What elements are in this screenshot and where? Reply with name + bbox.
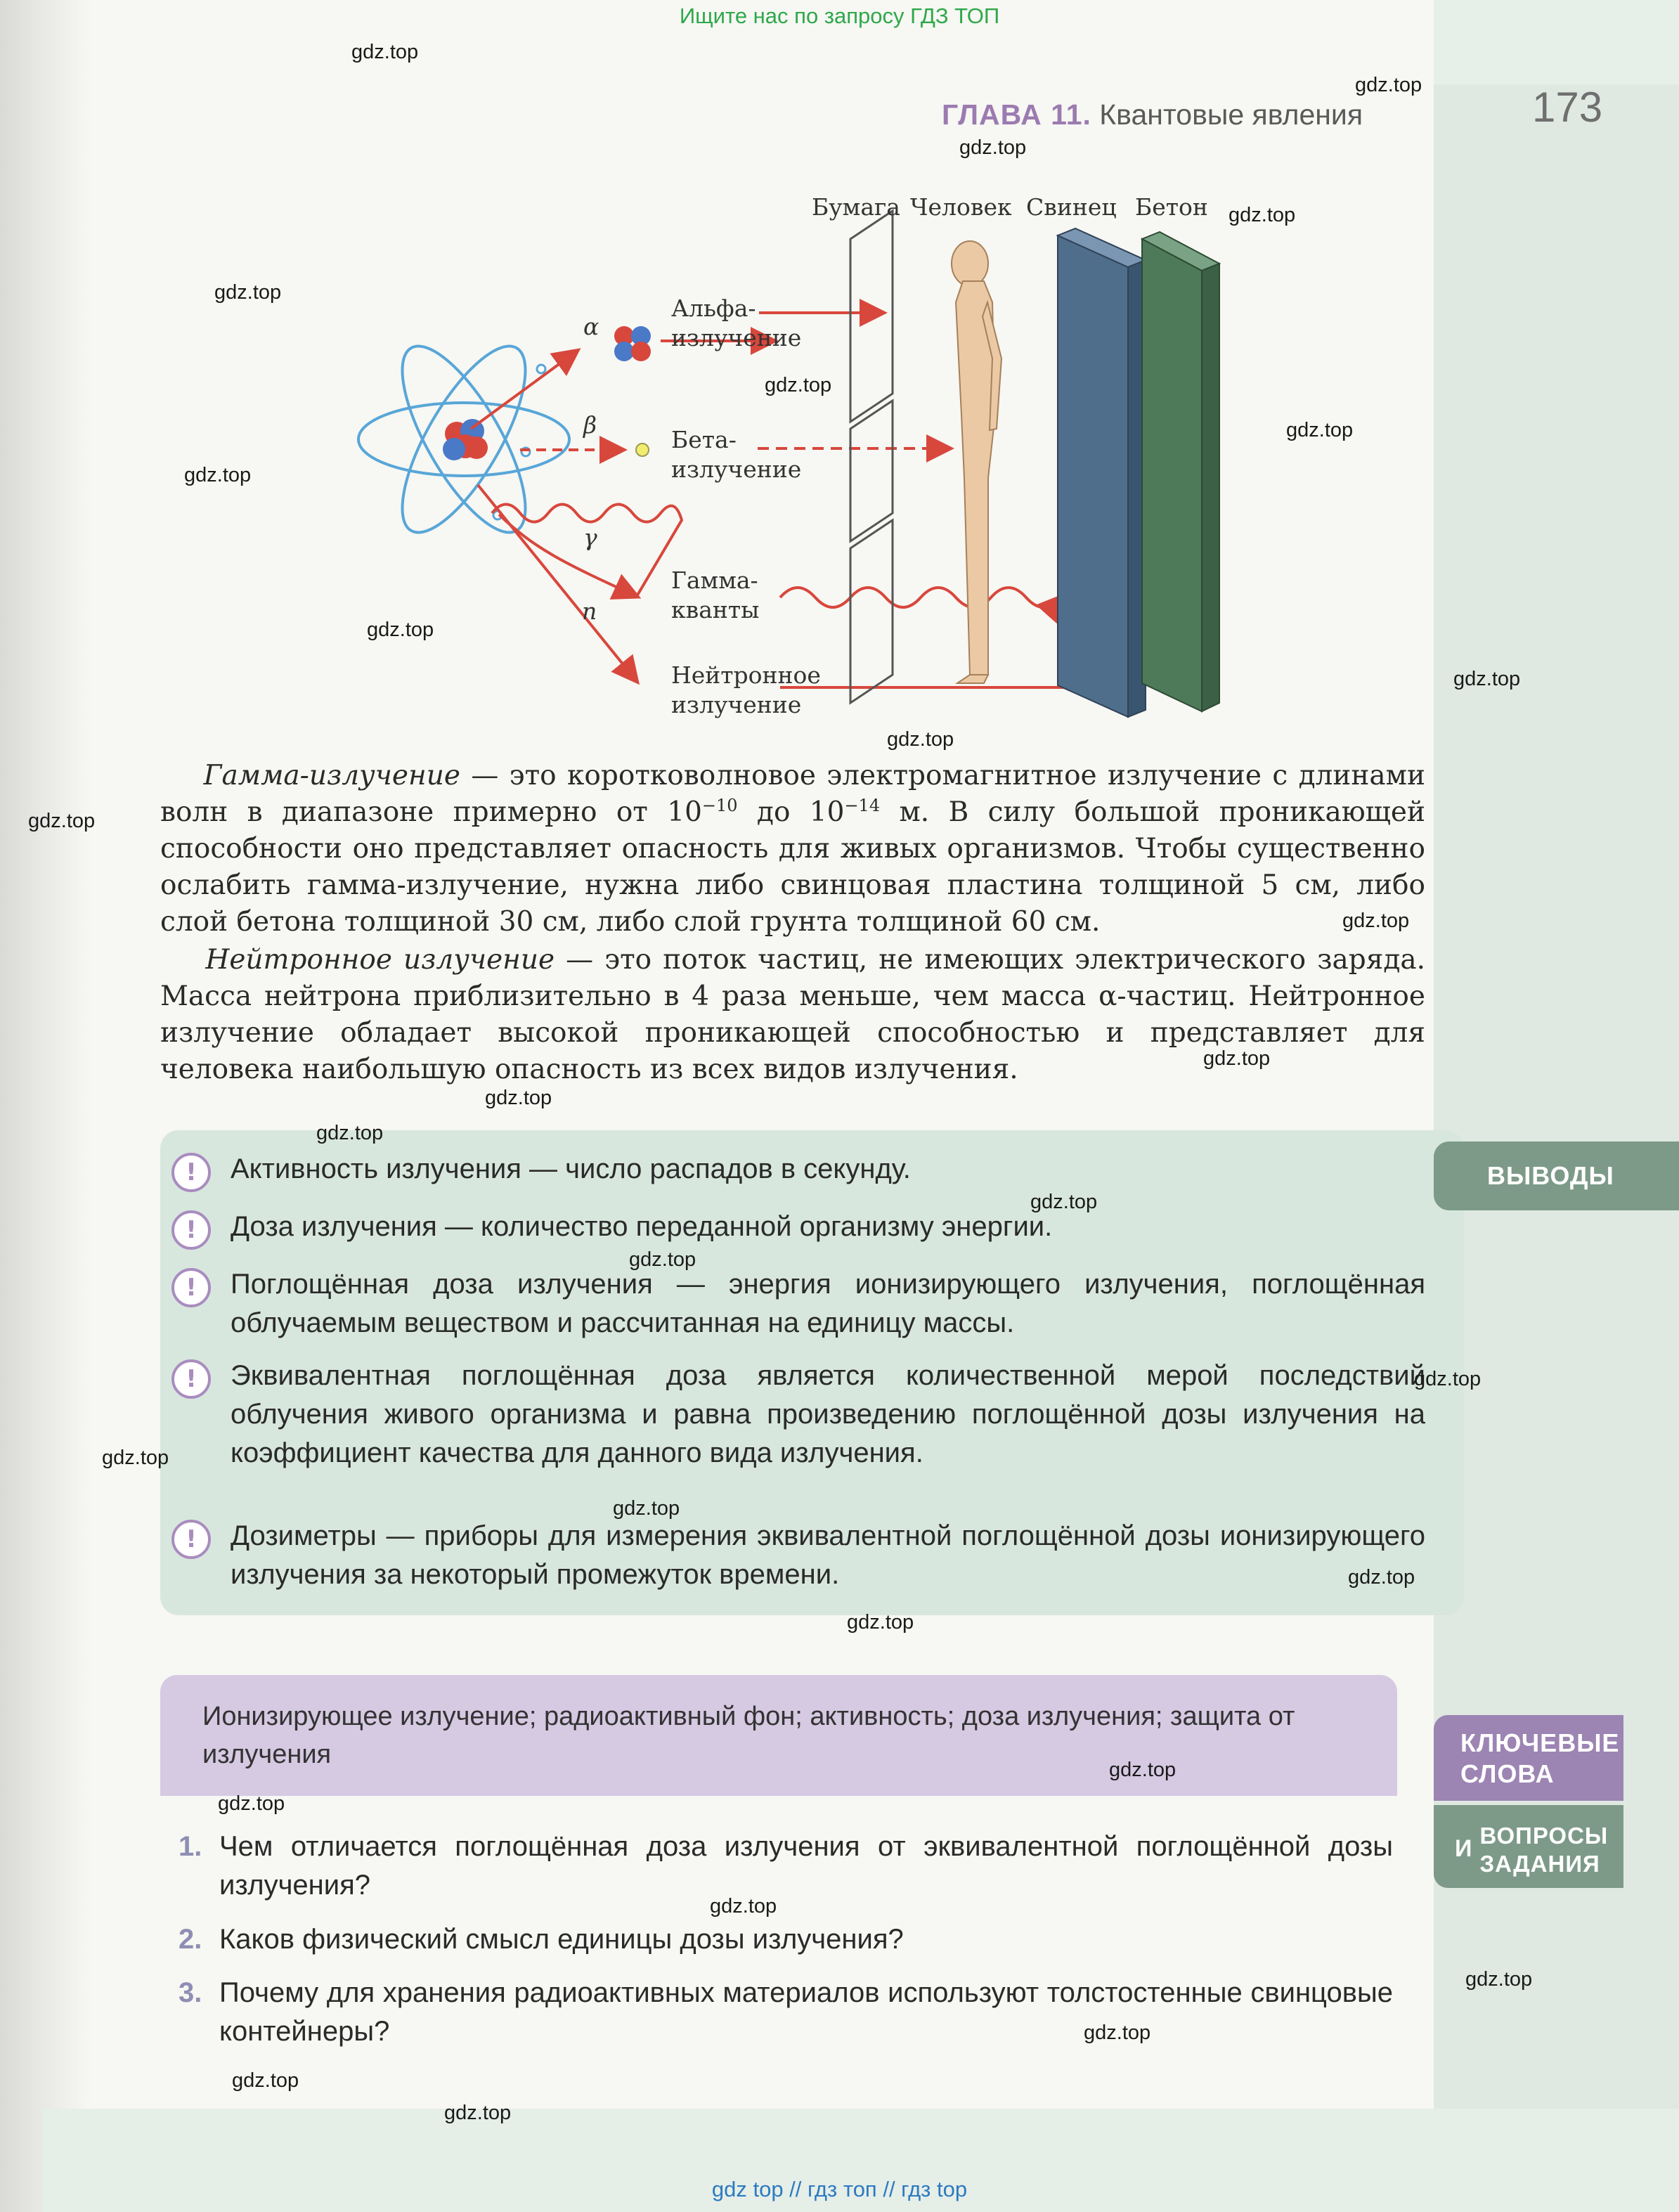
watermark: gdz.top	[1030, 1191, 1098, 1213]
keywords-box	[160, 1675, 1397, 1796]
label-paper: Бумага	[812, 193, 900, 221]
greek-n: n	[582, 597, 597, 625]
radiation-diagram	[351, 183, 1265, 724]
beta-particle-icon	[636, 444, 649, 456]
term-neutron: Нейтронное излучение	[205, 944, 555, 976]
watermark: gdz.top	[847, 1611, 914, 1634]
chapter-name: Квантовые явления	[1091, 98, 1363, 131]
watermark: gdz.top	[367, 619, 434, 641]
paper-sheet	[850, 211, 893, 703]
watermark: gdz.top	[629, 1248, 696, 1271]
exclamation-icon: !	[171, 1210, 211, 1250]
conclusion-item: ! Эквивалентная поглощённая доза является количественной мерой последствий облучения живого организма и равна произведению поглощённой дозы излучения на коэффициент качества для данного вида излучения.	[231, 1357, 1425, 1473]
atom-icon	[358, 330, 569, 549]
watermark: gdz.top	[351, 41, 419, 63]
label-concrete: Бетон	[1135, 193, 1208, 221]
watermark: gdz.top	[1342, 910, 1410, 932]
greek-beta: β	[583, 411, 597, 439]
conclusion-item: ! Активность излучения — число распадов в секунду.	[231, 1150, 1425, 1189]
bottom-banner[interactable]: gdz top // гдз топ // гдз top	[711, 2177, 968, 2201]
top-banner[interactable]: Ищите нас по запросу ГДЗ ТОП	[679, 4, 1000, 28]
exclamation-icon: !	[171, 1153, 211, 1192]
watermark: gdz.top	[184, 464, 252, 486]
conclusions-box	[160, 1130, 1464, 1615]
watermark: gdz.top	[1465, 1968, 1533, 1991]
tab-conclusions: ВЫВОДЫ	[1434, 1141, 1679, 1210]
paragraph-neutron: Нейтронное излучение — это поток частиц, не имеющих электрического заряда. Масса нейтрона приблизительно в 4 раза меньше, чем масса α-частиц. Нейтронное излучение обладает высокой проникающей способностью и представляет для человека наибольшую опасность из всех видов излучения.	[160, 944, 1425, 1085]
watermark: gdz.top	[1414, 1368, 1482, 1390]
keywords-text: Ионизирующее излучение; радиоактивный фон; активность; доза излучения; защита от излучения	[202, 1702, 1295, 1769]
radiation-figure	[351, 183, 1265, 724]
exclamation-icon: !	[171, 1268, 211, 1307]
exclamation-icon: !	[171, 1359, 211, 1399]
watermark: gdz.top	[765, 374, 832, 396]
exclamation-icon: !	[171, 1520, 211, 1559]
chapter-label: ГЛАВА 11.	[942, 98, 1091, 131]
neutron-arrow	[478, 485, 636, 680]
label-beta: Бета- излучение	[671, 426, 802, 483]
watermark: gdz.top	[1203, 1047, 1271, 1070]
watermark: gdz.top	[959, 136, 1027, 159]
alpha-particle-icon	[614, 326, 651, 361]
question-item: 3. Почему для хранения радиоактивных материалов используют толстостенные свинцовые контейнеры?	[179, 1977, 1393, 2047]
watermark: gdz.top	[1109, 1759, 1176, 1781]
question-item: 2. Каков физический смысл единицы дозы излучения?	[179, 1924, 904, 1955]
human-figure	[952, 241, 1001, 683]
watermark: gdz.top	[887, 728, 954, 751]
greek-gamma: γ	[583, 524, 597, 551]
tab-keywords: КЛЮЧЕВЫЕ СЛОВА	[1434, 1715, 1623, 1801]
watermark: gdz.top	[232, 2069, 299, 2092]
conclusion-item: ! Поглощённая доза излучения — энергия ионизирующего излучения, поглощённая облучаемым веществом и рассчитанная на единицу массы.	[231, 1265, 1425, 1343]
watermark: gdz.top	[710, 1895, 777, 1917]
watermark: gdz.top	[444, 2102, 512, 2124]
watermark: gdz.top	[1453, 668, 1521, 690]
watermark: gdz.top	[1348, 1566, 1415, 1589]
conclusion-item: ! Доза излучения — количество переданной организму энергии.	[231, 1208, 1425, 1246]
label-neutron: Нейтронное излучение	[671, 661, 821, 718]
watermark: gdz.top	[1084, 2022, 1151, 2044]
page-gutter-shadow	[0, 0, 91, 2212]
term-gamma: Гамма-излучение	[203, 760, 460, 791]
watermark: gdz.top	[102, 1447, 169, 1469]
concrete-block	[1142, 232, 1219, 711]
conclusion-item: ! Дозиметры — приборы для измерения эквивалентной поглощённой дозы ионизирующего излучения за некоторый промежуток времени.	[231, 1517, 1425, 1594]
watermark: gdz.top	[218, 1792, 285, 1815]
lead-plate	[1058, 228, 1146, 717]
label-gamma: Гамма- кванты	[671, 567, 760, 623]
watermark: gdz.top	[1355, 74, 1422, 96]
question-item: 1. Чем отличается поглощённая доза излучения от эквивалентной поглощённой дозы излучения?	[179, 1831, 1393, 1901]
greek-alpha: α	[583, 313, 599, 340]
watermark: gdz.top	[28, 810, 96, 832]
watermark: gdz.top	[613, 1497, 680, 1520]
label-human: Человек	[910, 193, 1012, 221]
watermark: gdz.top	[214, 281, 282, 304]
watermark: gdz.top	[316, 1122, 384, 1144]
watermark: gdz.top	[1286, 419, 1354, 441]
tab-questions: И ВОПРОСЫ ЗАДАНИЯ	[1434, 1805, 1623, 1888]
paragraph-gamma: Гамма-излучение — это коротковолновое электромагнитное излучение с длинами волн в диапазоне примерно от $10^{-10}$ до $10^{-14}$ м. В силу большой проникающей способности оно представляет опасность для живых организмов. Чтобы существенно ослабить гамма-излучение, нужна либо свинцовая пластина толщиной 5 см, либо слой бетона толщиной 30 см, либо слой грунта толщиной 60 см.	[160, 760, 1425, 938]
label-alpha: Альфа- излучение	[671, 295, 802, 351]
watermark: gdz.top	[1229, 204, 1296, 226]
label-lead: Свинец	[1026, 193, 1117, 221]
page-number: 173	[1532, 84, 1603, 131]
chapter-title	[942, 98, 1363, 131]
watermark: gdz.top	[485, 1087, 552, 1109]
